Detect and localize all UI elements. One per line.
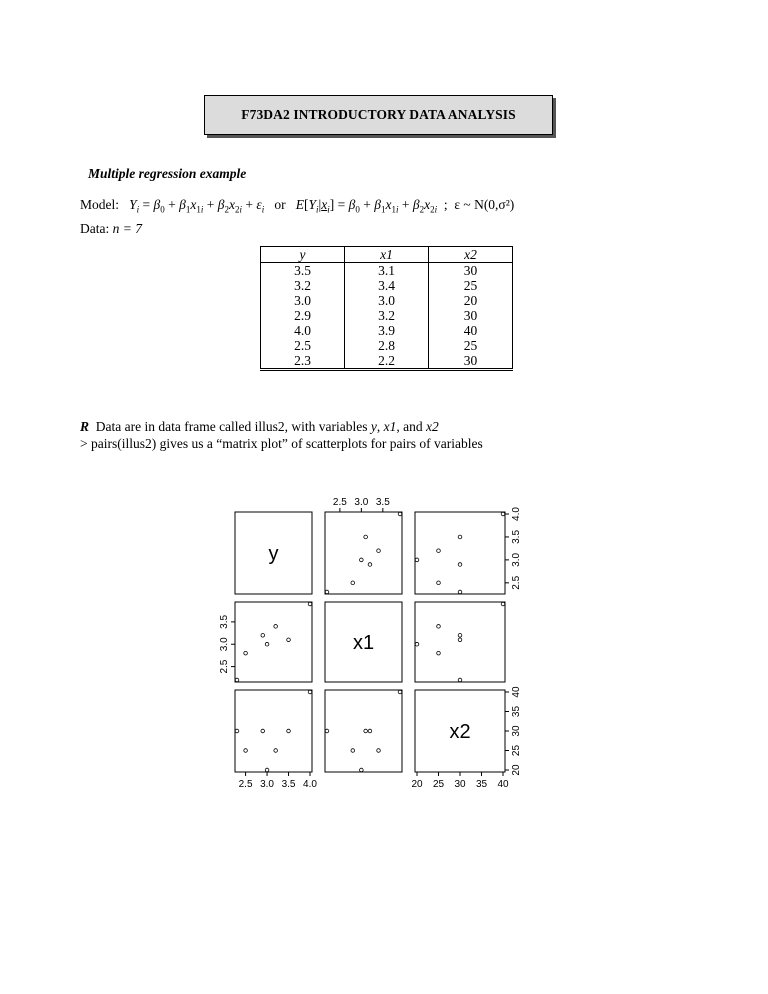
data-point [458, 535, 462, 539]
tick-label: 3.5 [511, 529, 522, 544]
tick-label: 4.0 [511, 507, 522, 521]
tick-label: 3.5 [375, 497, 390, 508]
table-header-x2: x2 [429, 247, 513, 263]
data-table [260, 246, 513, 371]
data-point [501, 512, 505, 516]
data-point [235, 729, 239, 733]
data-point [244, 651, 248, 655]
data-point [325, 590, 329, 594]
data-label: Data: [80, 221, 110, 236]
table-cell: 3.0 [294, 293, 311, 308]
table-row [261, 278, 513, 293]
table-header-row [261, 247, 513, 263]
data-point [458, 563, 462, 567]
data-point [437, 581, 441, 585]
tick-label: 20 [411, 779, 423, 790]
table-row [261, 353, 513, 370]
data-point [308, 602, 312, 606]
tick-label: 3.5 [219, 614, 230, 629]
table-cell: 4.0 [294, 323, 311, 338]
tick-label: 40 [497, 779, 509, 790]
data-point [360, 768, 364, 772]
data-point [437, 651, 441, 655]
table-cell: 3.1 [345, 263, 429, 279]
model-label: Model: [80, 197, 119, 212]
tick-label: 2.5 [511, 575, 522, 590]
tick-label: 25 [432, 779, 445, 790]
table-header-x1: x1 [345, 247, 429, 263]
data-point [261, 633, 265, 637]
data-point [415, 642, 419, 646]
data-point [364, 535, 368, 539]
table-cell: 2.5 [294, 338, 311, 353]
data-point [287, 638, 291, 642]
tick-label: 3.0 [260, 779, 275, 790]
model-equation: Model: $Y_i = \beta_0 + \beta_1x_{1i} + \beta_2x_{2i} + \varepsilon_i$ or $E[Y_i|x_i] = \beta_0 + \beta_1x_{1i} + \beta_2x_{2i}$ ; ε ~ N(0,σ²) [80, 197, 515, 215]
data-point [325, 729, 329, 733]
data-point [398, 690, 402, 694]
table-cell: 3.0 [345, 293, 429, 308]
data-point [368, 563, 372, 567]
tick-label: 2.5 [332, 497, 347, 508]
data-point [377, 749, 381, 753]
data-point [360, 558, 364, 562]
data-point [458, 590, 462, 594]
data-point [364, 729, 368, 733]
data-point [377, 549, 381, 553]
table-cell: 40 [463, 323, 478, 338]
tick-label: 25 [511, 744, 522, 757]
panel-frame [415, 602, 505, 682]
data-point [398, 512, 402, 516]
data-point [261, 729, 265, 733]
data-point [437, 549, 441, 553]
data-point [501, 602, 505, 606]
panel-frame [325, 512, 402, 594]
table-cell: 3.2 [294, 278, 311, 293]
table-cell: 2.3 [294, 353, 311, 368]
tick-label: 30 [511, 725, 522, 737]
panel-frame [235, 690, 312, 772]
data-point [351, 749, 355, 753]
table-cell: 2.9 [294, 308, 311, 323]
data-point [458, 678, 462, 682]
table-cell: 25 [463, 338, 478, 353]
model-or: or [274, 197, 286, 212]
r-text-1: Data are in data frame called illus2, with variables [95, 419, 368, 434]
data-point [415, 558, 419, 562]
tick-label: 35 [511, 705, 522, 718]
tick-label: 20 [511, 764, 522, 776]
table-cell: 3.4 [345, 278, 429, 293]
panel-frame [415, 512, 505, 594]
tick-label: 2.5 [238, 779, 253, 790]
tick-label: 3.0 [354, 497, 369, 508]
data-point [274, 625, 278, 629]
table-row [261, 323, 513, 338]
data-point [244, 749, 248, 753]
section-heading: Multiple regression example [88, 166, 247, 181]
r-description: R Data are in data frame called illus2, with variables y, x1, and x2 [80, 419, 439, 434]
table-cell: 3.2 [345, 308, 429, 323]
document-title: F73DA2 INTRODUCTORY DATA ANALYSIS [204, 95, 553, 135]
data-point [368, 729, 372, 733]
table-cell: 30 [463, 263, 478, 278]
table-cell: 2.2 [345, 353, 429, 370]
data-point [437, 625, 441, 629]
data-point [458, 638, 462, 642]
table-cell: 20 [463, 293, 478, 308]
table-header-y: y [261, 247, 345, 263]
tick-label: 4.0 [303, 779, 317, 790]
data-point [235, 678, 239, 682]
data-point [265, 642, 269, 646]
diagonal-label-x1: x1 [352, 632, 375, 654]
table-cell: 3.9 [345, 323, 429, 338]
table-cell: 3.5 [294, 263, 311, 278]
table-cell: 30 [463, 353, 478, 368]
tick-label: 40 [511, 686, 522, 698]
diagonal-label-x2: x2 [449, 721, 471, 743]
data-point [265, 768, 269, 772]
data-size-line [80, 221, 142, 237]
diagonal-label-y: y [268, 543, 279, 565]
tick-label: 35 [475, 779, 488, 790]
model-error-distribution: ε ~ N(0,σ²) [454, 197, 515, 212]
data-n: n = 7 [112, 221, 142, 236]
table-row [261, 338, 513, 353]
tick-label: 30 [454, 779, 466, 790]
table-row [261, 308, 513, 323]
tick-label: 3.5 [281, 779, 296, 790]
data-point [287, 729, 291, 733]
tick-label: 2.5 [219, 659, 230, 674]
data-point [308, 690, 312, 694]
data-point [274, 749, 278, 753]
tick-label: 3.0 [219, 637, 230, 652]
table-cell: 25 [463, 278, 478, 293]
table-cell: 30 [463, 308, 478, 323]
r-command-description: > pairs(illus2) gives us a “matrix plot” of scatterplots for pairs of variables [80, 436, 483, 451]
data-point [458, 633, 462, 637]
table-cell: 2.8 [345, 338, 429, 353]
data-point [351, 581, 355, 585]
r-label: R [80, 419, 90, 434]
pairs-scatterplot-matrix [190, 482, 590, 802]
tick-label: 3.0 [511, 552, 522, 567]
table-row [261, 263, 513, 279]
panel-frame [235, 602, 312, 682]
table-row [261, 293, 513, 308]
